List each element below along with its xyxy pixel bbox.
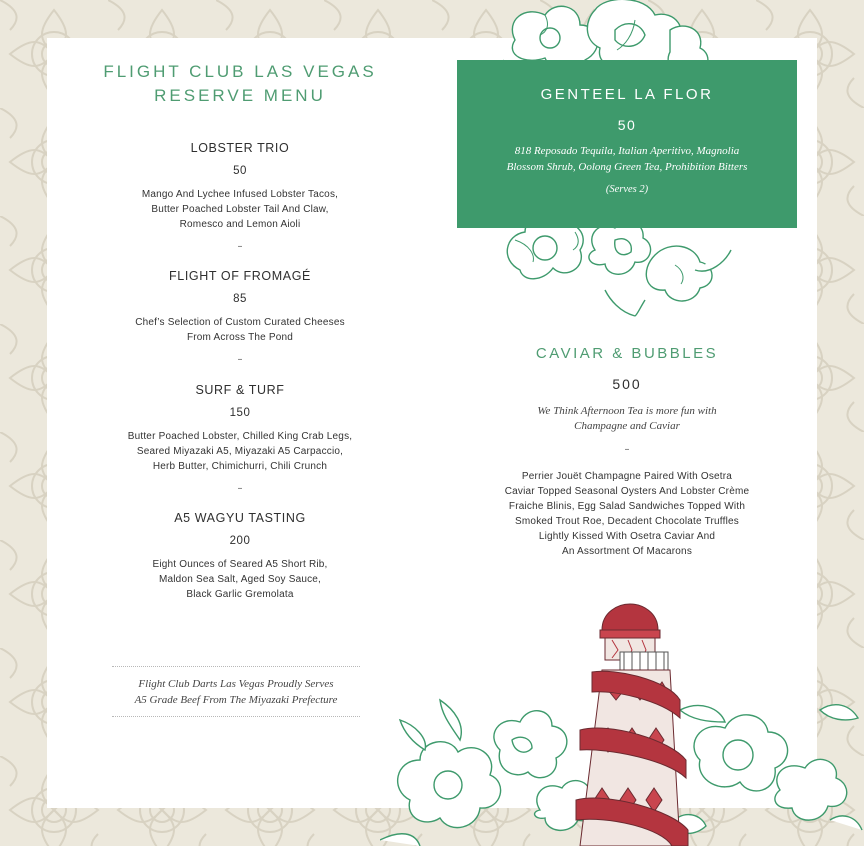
desc-line: Perrier Jouët Champagne Paired With Osetra [521, 471, 733, 482]
menu-title [62, 60, 418, 108]
note-divider-top [112, 666, 360, 667]
item-description [62, 187, 418, 232]
tagline-line: We Think Afternoon Tea is more fun with [537, 405, 717, 417]
item-price: 200 [229, 535, 251, 547]
separator: – [237, 483, 243, 494]
feature-serves: (Serves 2) [605, 184, 649, 195]
desc-line: An Assortment Of Macarons [561, 546, 693, 557]
menu-item-a5-wagyu-tasting [62, 511, 418, 602]
item-name: A5 WAGYU TASTING [174, 511, 306, 525]
feature-price: 50 [617, 117, 637, 133]
desc-line: Lightly Kissed With Osetra Caviar And [538, 531, 716, 542]
item-price: 50 [233, 165, 247, 177]
caviar-price: 500 [612, 376, 642, 392]
desc-line: Caviar Topped Seasonal Oysters And Lobster Crème [504, 486, 750, 497]
item-name: FLIGHT OF FROMAGÉ [169, 269, 311, 283]
separator: – [237, 354, 243, 365]
desc-line: Romesco and Lemon Aioli [179, 219, 301, 230]
desc-line: 818 Reposado Tequila, Italian Aperitivo, Magnolia [514, 145, 740, 157]
menu-title-line2: RESERVE MENU [154, 86, 326, 105]
item-description [62, 429, 418, 474]
item-price: 150 [229, 407, 251, 419]
desc-line: Maldon Sea Salt, Aged Soy Sauce, [158, 574, 322, 585]
separator: – [237, 241, 243, 252]
wagyu-note [100, 676, 372, 708]
item-price: 85 [233, 293, 247, 305]
feature-title: GENTEEL LA FLOR [540, 86, 714, 103]
desc-line: From Across The Pond [186, 332, 294, 343]
note-line: A5 Grade Beef From The Miyazaki Prefecture [134, 694, 338, 706]
item-name: SURF & TURF [195, 383, 285, 397]
desc-line: Smoked Trout Roe, Decadent Chocolate Truffles [515, 516, 739, 527]
desc-line: Blossom Shrub, Oolong Green Tea, Prohibition Bitters [506, 161, 748, 173]
item-description [62, 557, 418, 602]
item-description [62, 315, 418, 345]
menu-title-line1: FLIGHT CLUB LAS VEGAS [103, 62, 377, 81]
desc-line: Butter Poached Lobster Tail And Claw, [151, 204, 329, 215]
desc-line: Chef’s Selection of Custom Curated Cheeses [135, 317, 345, 328]
desc-line: Eight Ounces of Seared A5 Short Rib, [152, 559, 328, 570]
desc-line: Mango And Lychee Infused Lobster Tacos, [141, 189, 339, 200]
desc-line: Fraiche Blinis, Egg Salad Sandwiches Topped With [508, 501, 746, 512]
menu-item-surf-and-turf [62, 383, 418, 494]
tagline-line: Champagne and Caviar [574, 420, 680, 432]
menu-item-lobster-trio [62, 141, 418, 252]
desc-line: Butter Poached Lobster, Chilled King Crab Legs, [127, 431, 353, 442]
feature-description [477, 143, 777, 175]
desc-line: Black Garlic Gremolata [186, 589, 294, 600]
item-name: LOBSTER TRIO [190, 141, 290, 155]
caviar-title: CAVIAR & BUBBLES [535, 345, 719, 362]
feature-cocktail-panel [457, 60, 797, 228]
caviar-description [470, 469, 784, 559]
desc-line: Seared Miyazaki A5, Miyazaki A5 Carpaccio, [136, 446, 344, 457]
lighthouse-illustration-icon [380, 600, 864, 846]
separator: – [624, 444, 630, 455]
desc-line: Herb Butter, Chimichurri, Chili Crunch [152, 461, 328, 472]
caviar-tagline [457, 404, 797, 434]
note-divider-bottom [112, 716, 360, 717]
note-line: Flight Club Darts Las Vegas Proudly Serves [138, 678, 334, 690]
menu-item-flight-of-fromage [62, 269, 418, 365]
